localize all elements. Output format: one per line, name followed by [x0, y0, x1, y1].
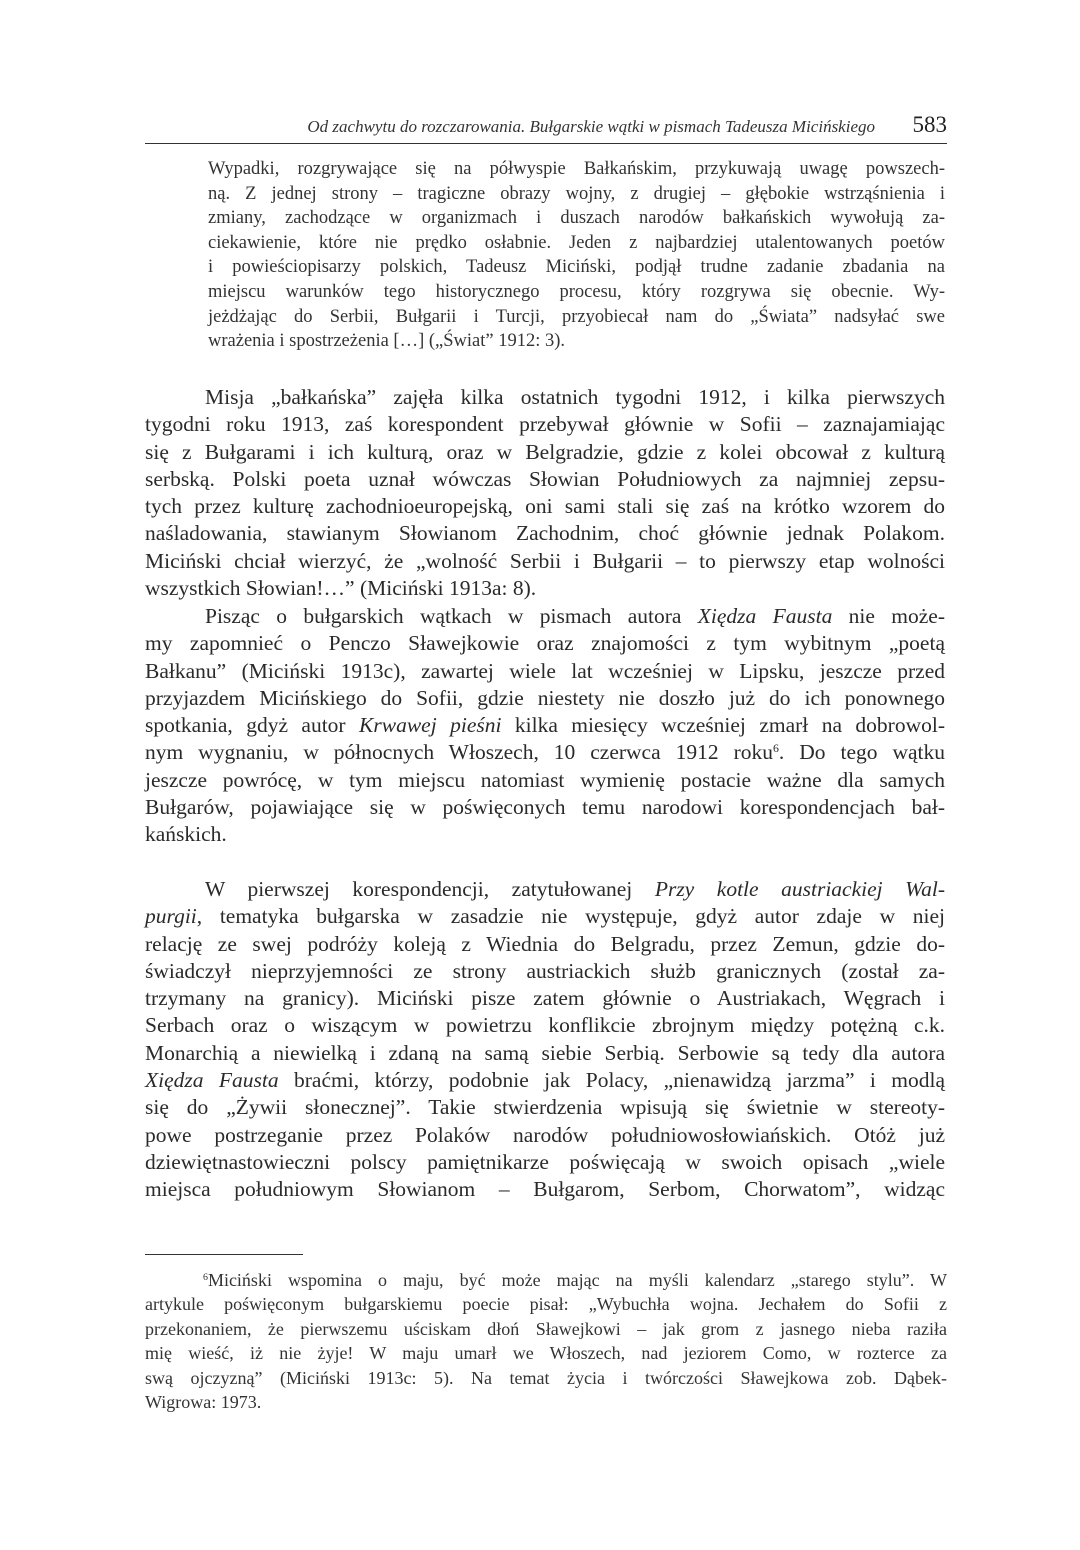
- paragraph-line: tygodni roku 1913, zaś korespondent przebywał głównie w Sofii – zaznajamiając: [145, 412, 945, 437]
- paragraph-line: Bułgarów, pojawiające się w poświęconych temu narodowi korespondencjach bał-: [145, 795, 945, 820]
- text-run: nie może-: [832, 604, 945, 628]
- quote-line: i powieściopisarzy polskich, Tadeusz Miciński, podjął trudne zadanie zbadania na: [208, 257, 945, 278]
- paragraph-line: Monarchią a niewielką i zdaną na samą siebie Serbią. Serbowie są tedy dla autora: [145, 1040, 945, 1065]
- text-run: Pisząc o bułgarskich wątkach w pismach autora: [205, 604, 698, 628]
- text-run: kilka miesięcy wcześniej zmarł na dobrowol-: [501, 713, 945, 738]
- text-run: Miciński wspomina o maju, być może mając na myśli kalendarz „starego stylu”. W: [207, 1270, 947, 1290]
- quote-line: ciekawienie, które nie prędko osłabnie. Jeden z najbardziej utalentowanych poetów: [208, 232, 945, 253]
- footnote-rule: [145, 1254, 303, 1255]
- paragraph-line: serbską. Polski poeta uznał wówczas Słowian Południowych za najmniej zepsu-: [145, 466, 945, 491]
- paragraph-line: wszystkich Słowian!…” (Miciński 1913a: 8).: [145, 576, 537, 601]
- paragraph-line: relację ze swej podróży koleją z Wiednia do Belgradu, przez Zemun, gdzie do-: [145, 931, 945, 956]
- header-rule: [145, 143, 947, 144]
- text-run: braćmi, którzy, podobnie jak Polacy, „nienawidzą jarzma” i modlą: [278, 1068, 945, 1093]
- running-title: Od zachwytu do rozczarowania. Bułgarskie wątki w pismach Tadeusza Micińskiego: [307, 117, 875, 136]
- footnote-line: Wigrowa: 1973.: [145, 1392, 262, 1413]
- text-run: . Do tego wątku: [778, 740, 945, 765]
- quote-line: ną. Z jednej strony – tragiczne obrazy wojny, z drugiej – głębokie wstrząśnienia i: [208, 183, 945, 204]
- quote-line: jeżdżając do Serbii, Bułgarii i Turcji, przyobiecał nam do „Świata” nadsyłać swe: [208, 306, 945, 327]
- book-title-italic: Krwawej pieśni: [359, 713, 502, 738]
- paragraph-line: się do „Żywii słonecznej”. Takie stwierdzenia wpisują się świetnie w stereoty-: [145, 1095, 945, 1120]
- footnote-line: [145, 1268, 947, 1292]
- paragraph-line: kańskich.: [145, 822, 227, 847]
- paragraph-line: naśladowania, stawianym Słowianom Zachodnim, choć głównie jednak Polakom.: [145, 521, 945, 546]
- footnotes: [145, 1268, 947, 1414]
- footnote-line: przekonaniem, że pierwszemu uściskam dłoń Sławejkowi – jak grom z jasnego nieba raziła: [145, 1318, 947, 1339]
- footnote-line: swą ojczyzną” (Miciński 1913c: 5). Na temat życia i twórczości Sławejkowa zob. Dąbek-: [145, 1367, 947, 1388]
- paragraph-line: jeszcze powrócę, w tym miejscu natomiast wymienię postacie ważne dla samych: [145, 767, 945, 792]
- book-title-italic: Przy kotle austriackiej Wal-: [654, 877, 945, 901]
- paragraph-3: [145, 876, 945, 1204]
- paragraph-line: powe postrzeganie przez Polaków narodów południowosłowiańskich. Otóż już: [145, 1122, 945, 1147]
- paragraph-line: [145, 876, 945, 903]
- quote-line: Wypadki, rozgrywające się na półwyspie Bałkańskim, przykuwają uwagę powszech-: [208, 159, 945, 179]
- paragraph-line: miejsca południowym Słowianom – Bułgarom, Serbom, Chorwatom”, widząc: [145, 1177, 945, 1202]
- paragraph-line: Serbach oraz o wiszącym w powietrzu konflikcie zbrojnym między potężną c.k.: [145, 1013, 945, 1038]
- paragraph-line: [145, 1067, 945, 1094]
- footnote-line: mię wieść, iż nie żyje! W maju umarł we Włoszech, nad jeziorem Como, w rozterce za: [145, 1343, 947, 1364]
- book-title-italic: Xiędza Fausta: [697, 604, 833, 628]
- text-run: nym wygnaniu, w północnych Włoszech, 10 czerwca 1912 roku: [145, 740, 773, 765]
- page-number: 583: [912, 112, 947, 137]
- footnote-line: artykule poświęconym bułgarskiemu poecie pisał: „Wybuchła wojna. Jechałem do Sofii z: [145, 1294, 947, 1315]
- paragraph-line: dziewiętnastowieczni polscy pamiętnikarze poświęcają w swoich opisach „wiele: [145, 1149, 945, 1174]
- text-run: W pierwszej korespondencji, zatytułowanej: [205, 877, 655, 901]
- text-run: spotkania, gdyż autor: [145, 713, 360, 738]
- quote-line: miejscu warunków tego historycznego procesu, który rozgrywa się obecnie. Wy-: [208, 281, 945, 302]
- paragraph-1: [145, 384, 945, 602]
- quote-line: wrażenia i spostrzeżenia […] („Świat” 1912: 3).: [208, 331, 566, 352]
- book-title-italic: purgii: [145, 904, 197, 929]
- paragraph-2: [145, 603, 945, 849]
- paragraph-line: się z Bułgarami i ich kulturą, oraz w Belgradzie, gdzie z kolei obcował z kulturą: [145, 439, 945, 464]
- running-head: [145, 112, 947, 142]
- paragraph-line: tych przez kulturę zachodnioeuropejską, oni sami stali się zaś na krótko wzorem do: [145, 494, 945, 519]
- paragraph-line: my zapomnieć o Penczo Sławejkowie oraz znajomości z tym wybitnym „poetą: [145, 631, 945, 656]
- quote-line: zmiany, zachodzące w organizmach i duszach narodów bałkańskich wywołują za-: [208, 208, 945, 229]
- paragraph-line: przyjazdem Micińskiego do Sofii, gdzie niestety nie doszło już do ich ponownego: [145, 685, 945, 710]
- paragraph-line: trzymany na granicy). Miciński pisze zatem głównie o Austriakach, Węgrach i: [145, 986, 945, 1011]
- paragraph-line: Misja „bałkańska” zajęła kilka ostatnich tygodni 1912, i kilka pierwszych: [205, 385, 945, 409]
- paragraph-line: Miciński chciał wierzyć, że „wolność Serbii i Bułgarii – to pierwszy etap wolności: [145, 548, 945, 573]
- paragraph-line: [145, 903, 945, 930]
- paragraph-line: [145, 739, 945, 766]
- footnote-number: 6: [203, 1272, 208, 1284]
- text-run: , tematyka bułgarska w zasadzie nie występuje, gdyż autor zdaje w niej: [196, 904, 945, 929]
- paragraph-line: [145, 603, 945, 630]
- footnote-reference[interactable]: 6: [772, 741, 779, 756]
- paragraph-line: Bałkanu” (Miciński 1913c), zawartej wiele lat wcześniej w Lipsku, jeszcze przed: [145, 658, 945, 683]
- paragraph-line: świadczył nieprzyjemności ze strony austriackich służb granicznych (został za-: [145, 958, 945, 983]
- block-quote: [208, 157, 945, 354]
- book-title-italic: Xiędza Fausta: [145, 1068, 279, 1093]
- paragraph-line: [145, 712, 945, 739]
